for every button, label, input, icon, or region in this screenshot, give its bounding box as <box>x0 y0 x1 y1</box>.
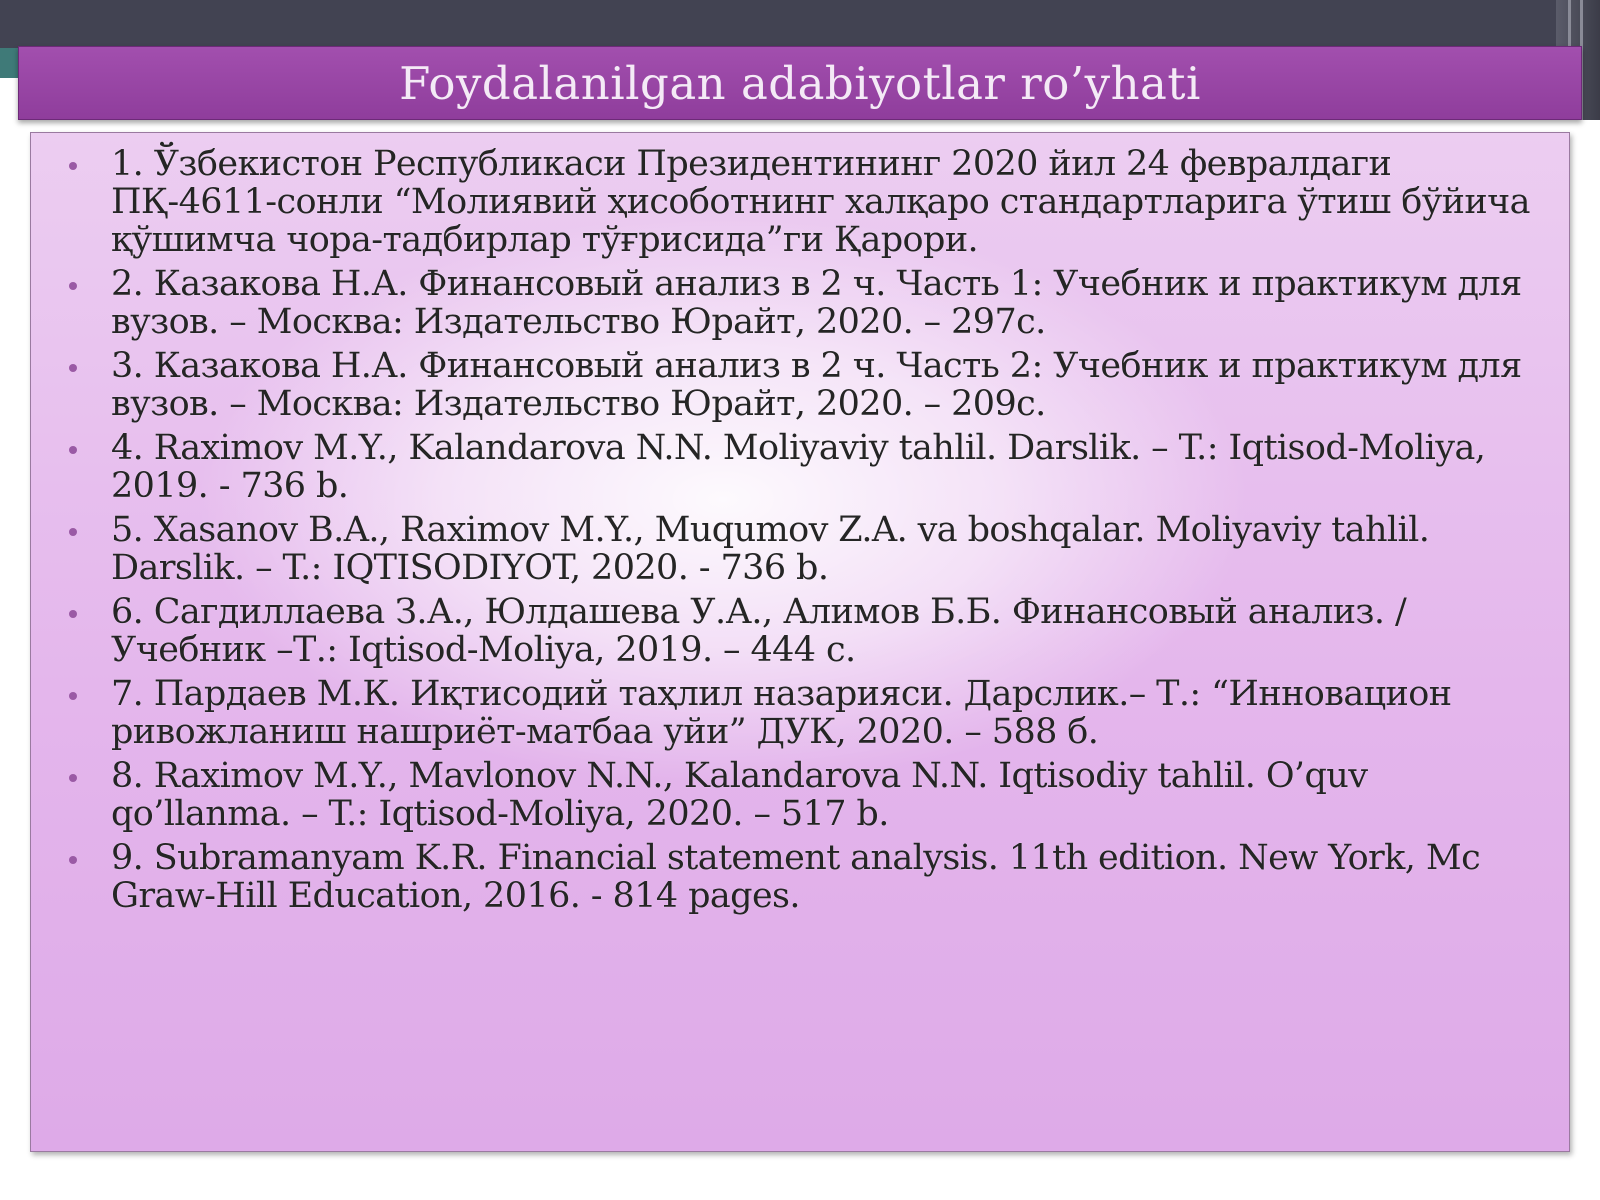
content-box <box>30 132 1570 1152</box>
reference-item-2 <box>31 265 1571 341</box>
bullet-dot-icon <box>69 528 77 536</box>
reference-item-9 <box>31 839 1571 915</box>
bullet-dot-icon <box>69 364 77 372</box>
title-bar <box>18 46 1582 120</box>
reference-item-6 <box>31 593 1571 669</box>
bullet-dot-icon <box>69 692 77 700</box>
reference-item-4 <box>31 429 1571 505</box>
reference-text: 8. Raximov M.Y., Mavlonov N.N., Kalandarova N.N. Iqtisodiy tahlil. O’quv qo’llanma. – T.: Iqtisod-Moliya, 2020. – 517 b. <box>111 756 1368 834</box>
reference-item-5 <box>31 511 1571 587</box>
bullet-dot-icon <box>69 610 77 618</box>
reference-text: 5. Xasanov B.A., Raximov M.Y., Muqumov Z.A. va boshqalar. Moliyaviy tahlil. Darslik. – T.: IQTISODIYOT, 2020. - 736 b. <box>111 510 1430 588</box>
reference-list <box>31 145 1571 921</box>
reference-text: 7. Пардаев М.К. Иқтисодий таҳлил назарияси. Дарслик.– Т.: “Инновацион ривожланиш нашриёт-матбаа уйи” ДУК, 2020. – 588 б. <box>111 674 1452 752</box>
reference-item-3 <box>31 347 1571 423</box>
reference-text: 2. Казакова Н.А. Финансовый анализ в 2 ч. Часть 1: Учебник и практикум для вузов. – Москва: Издательство Юрайт, 2020. – 297с. <box>111 264 1522 342</box>
bullet-dot-icon <box>69 282 77 290</box>
reference-text: 6. Сагдиллаева З.А., Юлдашева У.А., Алимов Б.Б. Финансовый анализ. / Учебник –Т.: Iqtisod-Moliya, 2019. – 444 с. <box>111 592 1407 670</box>
slide-title: Foydalanilgan adabiyotlar ro’yhati <box>399 56 1201 110</box>
bullet-dot-icon <box>69 162 77 170</box>
reference-item-8 <box>31 757 1571 833</box>
reference-item-7 <box>31 675 1571 751</box>
bullet-dot-icon <box>69 856 77 864</box>
reference-text: 3. Казакова Н.А. Финансовый анализ в 2 ч. Часть 2: Учебник и практикум для вузов. – Москва: Издательство Юрайт, 2020. – 209с. <box>111 346 1522 424</box>
reference-text: 9. Subramanyam K.R. Financial statement analysis. 11th edition. New York, Mc Graw-Hill Education, 2016. - 814 pages. <box>111 838 1481 916</box>
reference-item-1 <box>31 145 1571 259</box>
bullet-dot-icon <box>69 446 77 454</box>
top-bar <box>0 0 1600 50</box>
reference-text: 4. Raximov M.Y., Kalandarova N.N. Moliyaviy tahlil. Darslik. – T.: Iqtisod-Moliya, 2019. - 736 b. <box>111 428 1486 506</box>
bullet-dot-icon <box>69 774 77 782</box>
reference-text: 1. Ўзбекистон Республикаси Президентининг 2020 йил 24 февралдаги ПҚ-4611-сонли “Молиявий ҳисоботнинг халқаро стандартларига ўтиш бўйича қўшимча чора-тадбирлар тўғрисида”ги Қарори. <box>111 144 1530 260</box>
